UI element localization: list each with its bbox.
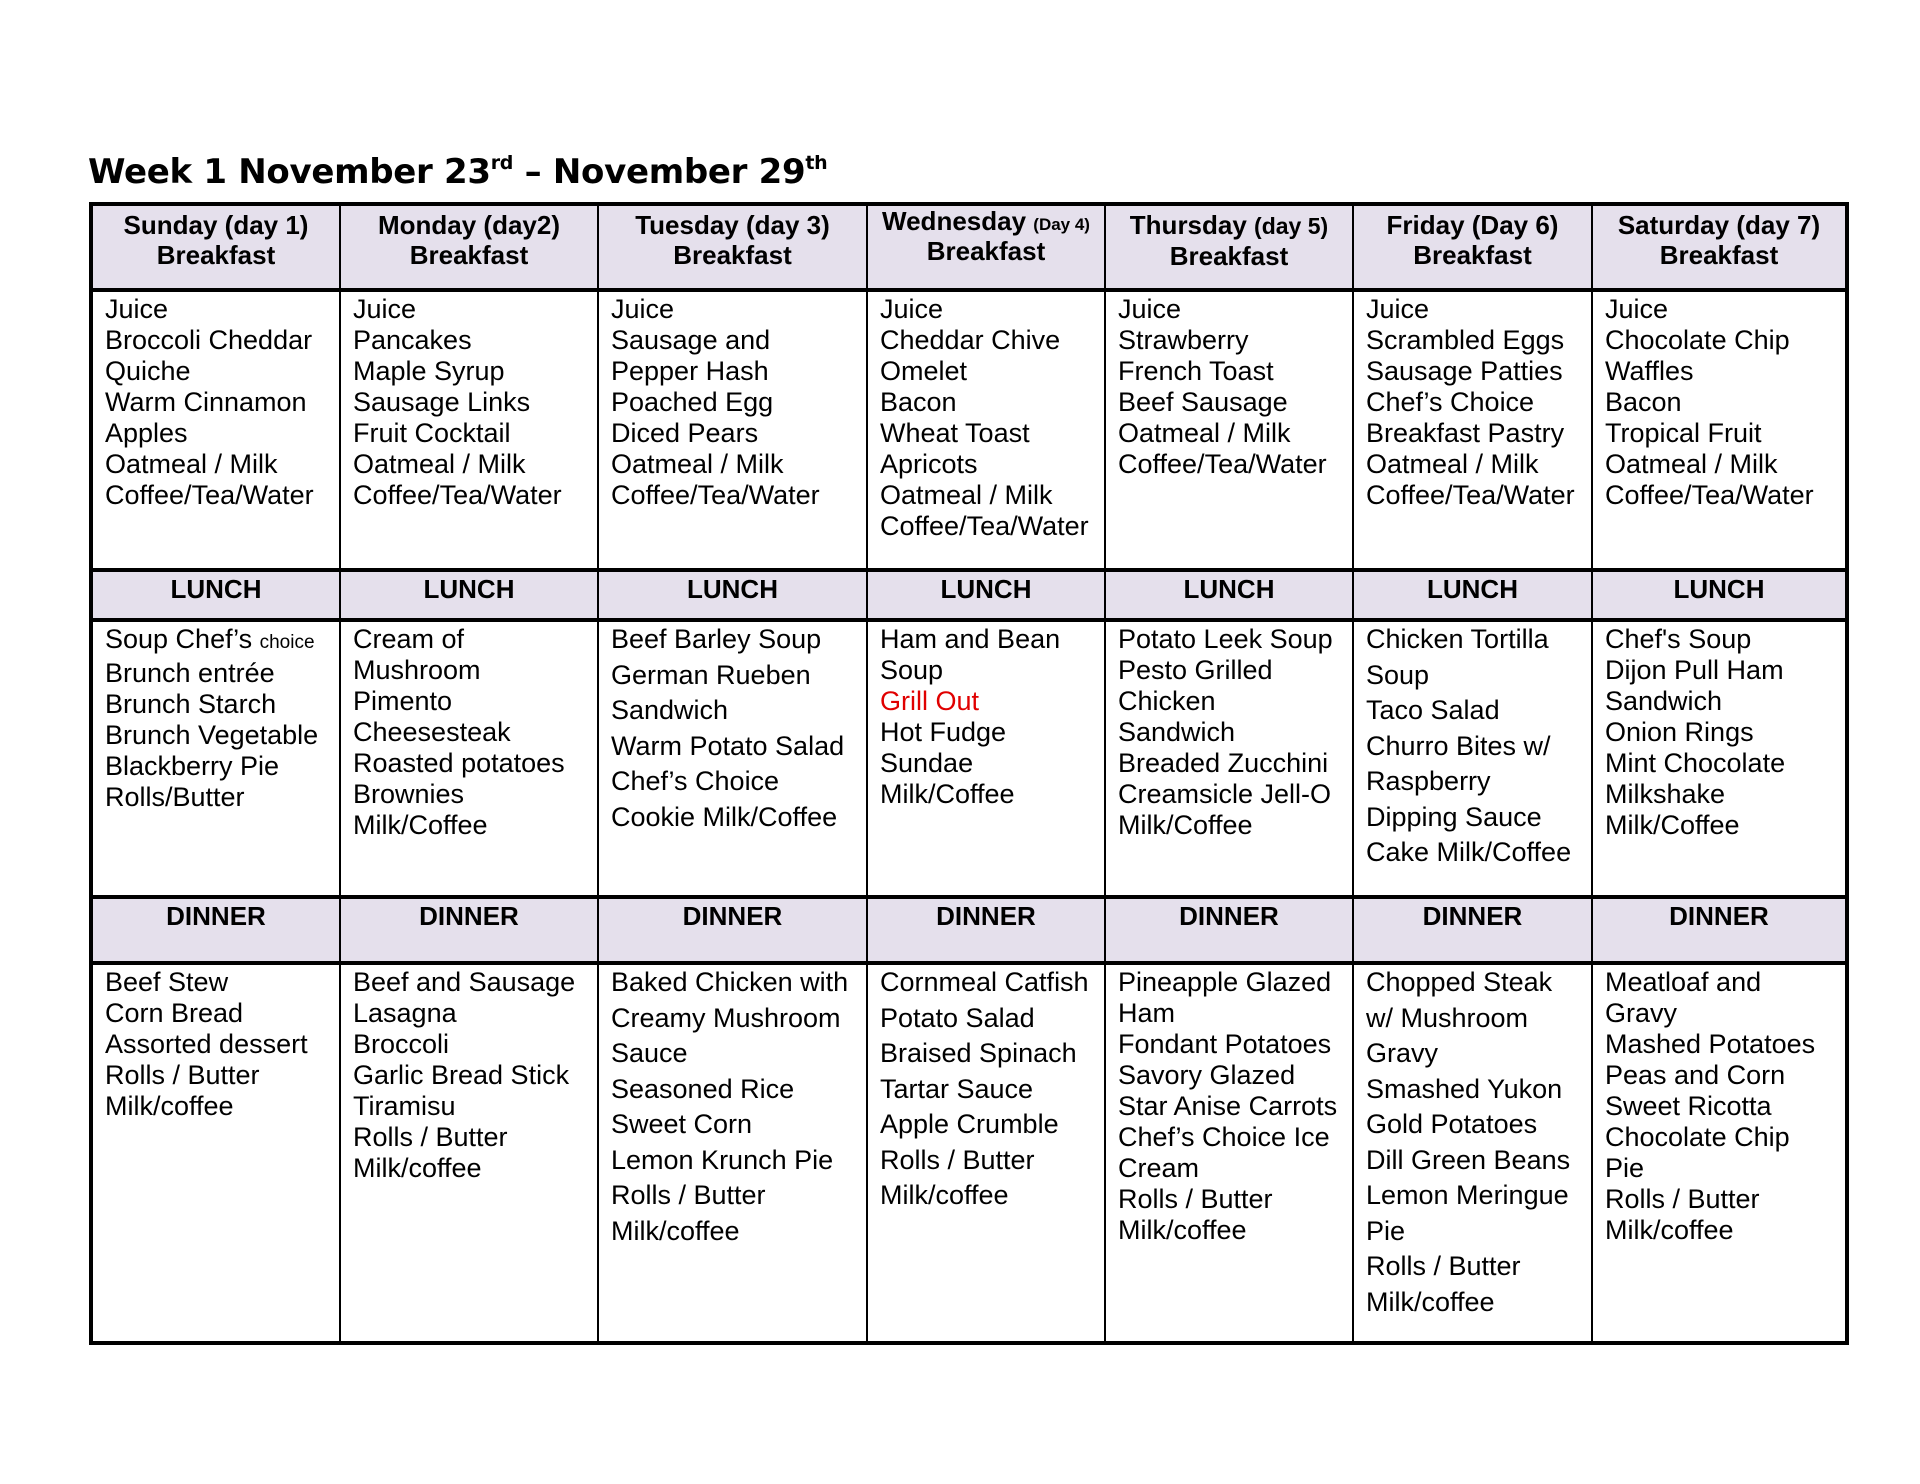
day-name bbox=[870, 206, 1102, 236]
menu-item: Potato Salad bbox=[880, 1002, 1035, 1033]
breakfast-cell-wednesday bbox=[867, 290, 1105, 570]
menu-item: Brownies bbox=[353, 779, 465, 809]
meal-label: Breakfast bbox=[1413, 240, 1532, 270]
menu-item: Pineapple Glazed bbox=[1118, 967, 1332, 997]
dinner-header-row bbox=[91, 897, 1847, 963]
menu-item: Raspberry bbox=[1366, 766, 1491, 796]
menu-item: Cornmeal Catfish bbox=[880, 967, 1089, 997]
day-name: Tuesday (day 3) bbox=[635, 210, 830, 240]
menu-item: Sweet Corn bbox=[611, 1109, 753, 1139]
menu-item-small-text: choice bbox=[259, 632, 315, 653]
menu-item: Poached Egg bbox=[611, 387, 774, 417]
lunch-label: LUNCH bbox=[1592, 570, 1847, 620]
menu-item: Pancakes bbox=[353, 325, 472, 355]
menu-item: Gold Potatoes bbox=[1366, 1109, 1538, 1139]
menu-item: Rolls / Butter bbox=[1366, 1251, 1521, 1281]
menu-item: Smashed Yukon bbox=[1366, 1073, 1563, 1104]
meal-label: Breakfast bbox=[673, 240, 792, 270]
menu-item: Chef’s Choice bbox=[611, 766, 780, 796]
menu-item: Sweet Ricotta bbox=[1605, 1091, 1772, 1121]
menu-item: Churro Bites w/ bbox=[1366, 730, 1551, 761]
menu-item: Lemon Meringue bbox=[1366, 1180, 1569, 1210]
dinner-cell-monday bbox=[340, 963, 598, 1343]
menu-item: Seasoned Rice bbox=[611, 1073, 795, 1104]
breakfast-cell-monday bbox=[340, 290, 598, 570]
menu-item: Breakfast Pastry bbox=[1366, 418, 1565, 448]
menu-item: Chopped Steak bbox=[1366, 967, 1553, 997]
lunch-label: LUNCH bbox=[91, 570, 340, 620]
title-superscript: th bbox=[805, 152, 828, 174]
day-header-thursday bbox=[1105, 204, 1353, 290]
menu-item: Milk/Coffee bbox=[1605, 810, 1740, 840]
menu-item: Brunch entrée bbox=[105, 658, 275, 688]
menu-item: Ham and Bean bbox=[880, 624, 1061, 654]
menu-item: Tiramisu bbox=[353, 1091, 456, 1121]
menu-item: Milk/coffee bbox=[105, 1091, 234, 1121]
menu-item: Milk/Coffee bbox=[353, 810, 488, 840]
menu-item: Dijon Pull Ham bbox=[1605, 655, 1784, 685]
lunch-row bbox=[91, 620, 1847, 897]
menu-item: Juice bbox=[1366, 294, 1430, 324]
menu-item: Oatmeal / Milk bbox=[353, 449, 526, 479]
menu-item: French Toast bbox=[1118, 356, 1274, 386]
menu-item: Warm Potato Salad bbox=[611, 730, 845, 761]
menu-item: Quiche bbox=[105, 356, 191, 386]
menu-item: Roasted potatoes bbox=[353, 748, 565, 778]
menu-item: Rolls / Butter bbox=[353, 1122, 508, 1152]
menu-item: Blackberry Pie bbox=[105, 751, 280, 781]
menu-item: Warm Cinnamon bbox=[105, 387, 307, 417]
menu-item: Apricots bbox=[880, 449, 978, 479]
menu-item: Taco Salad bbox=[1366, 695, 1500, 725]
menu-item: Sandwich bbox=[1605, 686, 1723, 716]
title-text: – November 29 bbox=[513, 152, 806, 192]
menu-item: Cake Milk/Coffee bbox=[1366, 837, 1572, 867]
day-name-main: Wednesday bbox=[882, 206, 1034, 236]
menu-item: Assorted dessert bbox=[105, 1029, 308, 1059]
breakfast-cell-friday bbox=[1353, 290, 1592, 570]
menu-item: Juice bbox=[1605, 294, 1669, 324]
lunch-cell-thursday bbox=[1105, 620, 1353, 897]
menu-item: Broccoli Cheddar bbox=[105, 325, 313, 355]
dinner-label: DINNER bbox=[867, 897, 1105, 963]
menu-item: Sandwich bbox=[1118, 717, 1236, 747]
day-name: Monday (day2) bbox=[377, 210, 561, 240]
menu-item: w/ Mushroom bbox=[1366, 1002, 1529, 1033]
lunch-cell-monday bbox=[340, 620, 598, 897]
menu-item: Chef's Soup bbox=[1605, 624, 1752, 654]
dinner-cell-friday bbox=[1353, 963, 1592, 1343]
lunch-label: LUNCH bbox=[867, 570, 1105, 620]
menu-item: Beef Sausage bbox=[1118, 387, 1288, 417]
menu-item: Chef’s Choice bbox=[1366, 387, 1535, 417]
menu-item: Cheesesteak bbox=[353, 717, 511, 747]
menu-item: Strawberry bbox=[1118, 325, 1249, 355]
menu-item: Diced Pears bbox=[611, 418, 759, 448]
menu-item: Coffee/Tea/Water bbox=[1118, 449, 1327, 479]
menu-item: Coffee/Tea/Water bbox=[880, 511, 1089, 541]
menu-item: Beef Stew bbox=[105, 967, 229, 997]
day-name: Sunday (day 1) bbox=[123, 210, 309, 240]
menu-item: Waffles bbox=[1605, 356, 1694, 386]
menu-item: Apples bbox=[105, 418, 188, 448]
lunch-label: LUNCH bbox=[1353, 570, 1592, 620]
menu-item: Gravy bbox=[1366, 1038, 1439, 1068]
breakfast-cell-sunday bbox=[91, 290, 340, 570]
dinner-cell-saturday bbox=[1592, 963, 1847, 1343]
menu-item: Sandwich bbox=[611, 695, 729, 725]
menu-item: Bacon bbox=[880, 387, 957, 417]
menu-item: Omelet bbox=[880, 356, 968, 386]
menu-item: German Rueben bbox=[611, 659, 811, 690]
menu-item: Lasagna bbox=[353, 998, 457, 1028]
menu-item: Beef Barley Soup bbox=[611, 624, 822, 654]
dinner-cell-wednesday bbox=[867, 963, 1105, 1343]
menu-item: Oatmeal / Milk bbox=[611, 449, 784, 479]
dinner-row bbox=[91, 963, 1847, 1343]
day-header-friday bbox=[1353, 204, 1592, 290]
menu-item: Braised Spinach bbox=[880, 1038, 1077, 1068]
lunch-cell-wednesday bbox=[867, 620, 1105, 897]
breakfast-cell-thursday bbox=[1105, 290, 1353, 570]
menu-item: Lemon Krunch Pie bbox=[611, 1144, 834, 1175]
menu-item: Fruit Cocktail bbox=[353, 418, 511, 448]
menu-item: Coffee/Tea/Water bbox=[1605, 480, 1814, 510]
breakfast-cell-tuesday bbox=[598, 290, 867, 570]
menu-item: Milk/coffee bbox=[880, 1180, 1009, 1210]
menu-item: Juice bbox=[105, 294, 169, 324]
menu-item: Juice bbox=[611, 294, 675, 324]
menu-item: Garlic Bread Stick bbox=[353, 1060, 570, 1090]
dinner-label: DINNER bbox=[91, 897, 340, 963]
day-name-main: Thursday bbox=[1129, 210, 1255, 240]
lunch-label: LUNCH bbox=[598, 570, 867, 620]
menu-item: Sausage Patties bbox=[1366, 356, 1563, 386]
menu-item: Sausage Links bbox=[353, 387, 531, 417]
menu-item: Mushroom bbox=[353, 655, 481, 685]
menu-item: Dipping Sauce bbox=[1366, 801, 1542, 832]
menu-item: Rolls / Butter bbox=[1118, 1184, 1273, 1214]
day-header-monday bbox=[340, 204, 598, 290]
menu-item: Milk/Coffee bbox=[1118, 810, 1253, 840]
menu-item: Creamy Mushroom bbox=[611, 1002, 841, 1033]
menu-item: Hot Fudge bbox=[880, 717, 1007, 747]
lunch-cell-friday bbox=[1353, 620, 1592, 897]
menu-item: Rolls/Butter bbox=[105, 782, 245, 812]
menu-item: Soup bbox=[1366, 659, 1430, 690]
menu-item: Tartar Sauce bbox=[880, 1073, 1034, 1104]
dinner-cell-tuesday bbox=[598, 963, 867, 1343]
menu-item: Onion Rings bbox=[1605, 717, 1754, 747]
lunch-label: LUNCH bbox=[340, 570, 598, 620]
menu-item: Wheat Toast bbox=[880, 418, 1030, 448]
dinner-label: DINNER bbox=[1105, 897, 1353, 963]
lunch-cell-tuesday bbox=[598, 620, 867, 897]
menu-item: Breaded Zucchini bbox=[1118, 748, 1329, 778]
dinner-cell-sunday bbox=[91, 963, 340, 1343]
day-header-saturday bbox=[1592, 204, 1847, 290]
menu-item: Sundae bbox=[880, 748, 974, 778]
breakfast-cell-saturday bbox=[1592, 290, 1847, 570]
day-number-small: (day 5) bbox=[1254, 213, 1329, 239]
menu-item: Gravy bbox=[1605, 998, 1678, 1028]
menu-item: Scrambled Eggs bbox=[1366, 325, 1565, 355]
lunch-cell-saturday bbox=[1592, 620, 1847, 897]
menu-item: Sausage and bbox=[611, 325, 771, 355]
menu-item: Peas and Corn bbox=[1605, 1060, 1786, 1090]
title-superscript: rd bbox=[490, 152, 514, 174]
menu-item: Dill Green Beans bbox=[1366, 1144, 1571, 1175]
menu-item: Chef’s Choice Ice bbox=[1118, 1122, 1330, 1152]
menu-item: Pimento bbox=[353, 686, 453, 716]
menu-item: Mint Chocolate bbox=[1605, 748, 1786, 778]
menu-item: Oatmeal / Milk bbox=[1605, 449, 1778, 479]
menu-item: Milk/coffee bbox=[1605, 1215, 1734, 1245]
menu-item: Pie bbox=[1605, 1153, 1645, 1183]
menu-item-text: Soup Chef’s bbox=[105, 624, 260, 654]
menu-item: Maple Syrup bbox=[353, 356, 505, 386]
menu-item: Coffee/Tea/Water bbox=[105, 480, 314, 510]
menu-item: Star Anise Carrots bbox=[1118, 1091, 1338, 1121]
menu-item: Baked Chicken with bbox=[611, 967, 849, 997]
menu-item: Rolls / Butter bbox=[611, 1180, 766, 1210]
dinner-label: DINNER bbox=[1353, 897, 1592, 963]
menu-item: Milkshake bbox=[1605, 779, 1726, 809]
menu-item: Oatmeal / Milk bbox=[105, 449, 278, 479]
menu-item: Chocolate Chip bbox=[1605, 325, 1790, 355]
menu-item: Oatmeal / Milk bbox=[1366, 449, 1539, 479]
menu-item: Chicken Tortilla bbox=[1366, 624, 1549, 654]
day-number-small: (Day 4) bbox=[1033, 215, 1090, 234]
breakfast-row bbox=[91, 290, 1847, 570]
menu-item: Oatmeal / Milk bbox=[1118, 418, 1291, 448]
menu-item: Tropical Fruit bbox=[1605, 418, 1762, 448]
menu-item: Coffee/Tea/Water bbox=[1366, 480, 1575, 510]
menu-item: Oatmeal / Milk bbox=[880, 480, 1053, 510]
menu-item: Juice bbox=[880, 294, 944, 324]
dinner-label: DINNER bbox=[598, 897, 867, 963]
meal-label: Breakfast bbox=[1659, 240, 1779, 270]
day-header-tuesday bbox=[598, 204, 867, 290]
day-name bbox=[1108, 210, 1350, 241]
menu-item: Milk/coffee bbox=[353, 1153, 482, 1183]
meal-label: Breakfast bbox=[926, 236, 1046, 266]
menu-item: Milk/coffee bbox=[1366, 1286, 1495, 1317]
menu-item: Sauce bbox=[611, 1038, 688, 1068]
menu-item: Coffee/Tea/Water bbox=[611, 480, 820, 510]
menu-item: Juice bbox=[353, 294, 417, 324]
day-header-sunday bbox=[91, 204, 340, 290]
meal-label: Breakfast bbox=[1169, 241, 1289, 271]
menu-item: Coffee/Tea/Water bbox=[353, 480, 562, 510]
menu-item: Pepper Hash bbox=[611, 356, 769, 386]
grill-out-highlight: Grill Out bbox=[880, 686, 980, 716]
menu-item: Mashed Potatoes bbox=[1605, 1029, 1816, 1059]
menu-item: Bacon bbox=[1605, 387, 1682, 417]
day-name: Friday (Day 6) bbox=[1386, 210, 1559, 240]
menu-item: Chocolate Chip bbox=[1605, 1122, 1790, 1152]
menu-item: Cookie Milk/Coffee bbox=[611, 801, 838, 832]
menu-item: Milk/coffee bbox=[1118, 1215, 1247, 1245]
dinner-cell-thursday bbox=[1105, 963, 1353, 1343]
menu-item: Savory Glazed bbox=[1118, 1060, 1296, 1090]
menu-item: Beef and Sausage bbox=[353, 967, 576, 997]
page-title bbox=[88, 152, 827, 192]
day-header-wednesday bbox=[867, 204, 1105, 290]
menu-item: Rolls / Butter bbox=[1605, 1184, 1760, 1214]
menu-item: Creamsicle Jell-O bbox=[1118, 779, 1332, 809]
menu-item: Ham bbox=[1118, 998, 1176, 1028]
menu-item: Juice bbox=[1118, 294, 1182, 324]
menu-item: Meatloaf and bbox=[1605, 967, 1762, 997]
menu-item: Soup bbox=[880, 655, 944, 685]
menu-item: Brunch Vegetable bbox=[105, 720, 319, 750]
lunch-cell-sunday bbox=[91, 620, 340, 897]
day-header-row bbox=[91, 204, 1847, 290]
menu-item bbox=[105, 624, 339, 658]
menu-item: Pesto Grilled bbox=[1118, 655, 1273, 685]
menu-item: Cheddar Chive bbox=[880, 325, 1061, 355]
menu-item: Brunch Starch bbox=[105, 689, 277, 719]
menu-item: Rolls / Butter bbox=[880, 1144, 1035, 1175]
menu-item: Chicken bbox=[1118, 686, 1216, 716]
menu-item: Milk/Coffee bbox=[880, 779, 1015, 809]
menu-item: Cream bbox=[1118, 1153, 1200, 1183]
menu-item: Corn Bread bbox=[105, 998, 244, 1028]
lunch-label: LUNCH bbox=[1105, 570, 1353, 620]
meal-label: Breakfast bbox=[156, 240, 276, 270]
lunch-header-row bbox=[91, 570, 1847, 620]
menu-item: Milk/coffee bbox=[611, 1215, 740, 1246]
meal-label: Breakfast bbox=[409, 240, 529, 270]
weekly-menu-table bbox=[89, 202, 1849, 1345]
menu-item: Rolls / Butter bbox=[105, 1060, 260, 1090]
menu-item: Pie bbox=[1366, 1215, 1406, 1246]
menu-item: Apple Crumble bbox=[880, 1109, 1059, 1139]
menu-item: Fondant Potatoes bbox=[1118, 1029, 1332, 1059]
dinner-label: DINNER bbox=[1592, 897, 1847, 963]
title-text: Week 1 November 23 bbox=[88, 152, 491, 192]
menu-item: Potato Leek Soup bbox=[1118, 624, 1333, 654]
dinner-label: DINNER bbox=[340, 897, 598, 963]
menu-item: Cream of bbox=[353, 624, 465, 654]
menu-item: Broccoli bbox=[353, 1029, 450, 1059]
day-name: Saturday (day 7) bbox=[1617, 210, 1821, 240]
